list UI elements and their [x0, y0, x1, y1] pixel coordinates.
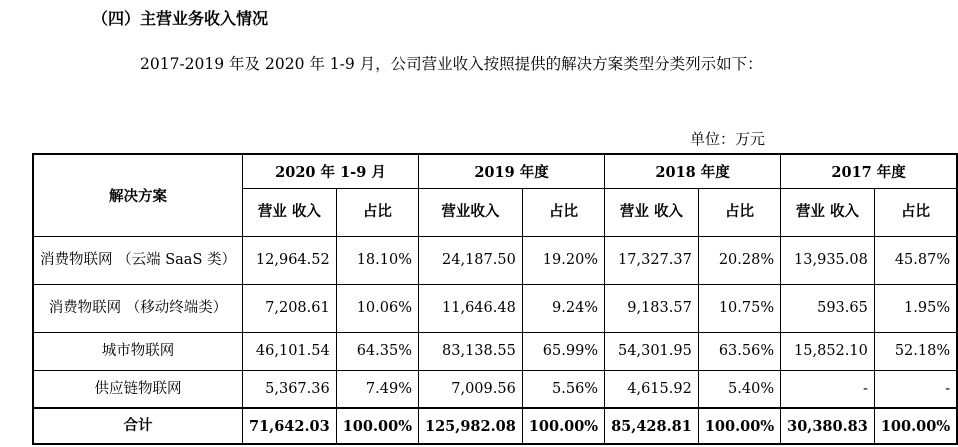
unit-label: 单位：万元: [690, 130, 766, 148]
table-row: [33, 236, 957, 284]
ratio-cell: 64.35%: [336, 332, 418, 370]
revenue-cell: 12,964.52: [242, 236, 336, 284]
revenue-cell: 54,301.95: [605, 332, 699, 370]
revenue-cell: 11,646.48: [419, 284, 523, 332]
total-revenue-cell: 125,982.08: [419, 408, 523, 444]
revenue-cell: 593.65: [781, 284, 875, 332]
sub-header: 占比: [698, 188, 780, 236]
period-header: 2020 年 1-9 月: [242, 154, 418, 188]
total-row: [33, 408, 957, 444]
solution-name: 消费物联网 （移动终端类）: [33, 284, 242, 332]
total-ratio-cell: 100.00%: [522, 408, 604, 444]
solution-name: 供应链物联网: [33, 370, 242, 408]
period-header: 2019 年度: [419, 154, 605, 188]
revenue-cell: 5,367.36: [242, 370, 336, 408]
revenue-cell: 24,187.50: [419, 236, 523, 284]
ratio-cell: 19.20%: [522, 236, 604, 284]
revenue-cell: 46,101.54: [242, 332, 336, 370]
ratio-cell: 1.95%: [874, 284, 957, 332]
total-ratio-cell: 100.00%: [874, 408, 957, 444]
sub-header: 占比: [336, 188, 418, 236]
table-row: [33, 370, 957, 408]
revenue-cell: 9,183.57: [605, 284, 699, 332]
total-label: 合计: [33, 408, 242, 444]
table-row: [33, 284, 957, 332]
sub-header: 营业 收入: [242, 188, 336, 236]
ratio-cell: 65.99%: [522, 332, 604, 370]
ratio-cell: 20.28%: [698, 236, 780, 284]
ratio-cell: 45.87%: [874, 236, 957, 284]
intro-paragraph: 2017-2019 年及 2020 年 1-9 月，公司营业收入按照提供的解决方案类型分类列示如下：: [140, 55, 763, 73]
total-revenue-cell: 30,380.83: [781, 408, 875, 444]
total-revenue-cell: 71,642.03: [242, 408, 336, 444]
ratio-cell: 5.56%: [522, 370, 604, 408]
ratio-cell: 7.49%: [336, 370, 418, 408]
sub-header: 营业 收入: [605, 188, 699, 236]
period-header: 2017 年度: [781, 154, 958, 188]
sub-header: 占比: [522, 188, 604, 236]
period-header-row: [33, 154, 957, 188]
revenue-cell: 7,208.61: [242, 284, 336, 332]
revenue-table: [32, 153, 958, 445]
period-header: 2018 年度: [605, 154, 781, 188]
revenue-cell: 17,327.37: [605, 236, 699, 284]
ratio-cell: 10.75%: [698, 284, 780, 332]
ratio-cell: 5.40%: [698, 370, 780, 408]
ratio-cell: 9.24%: [522, 284, 604, 332]
total-revenue-cell: 85,428.81: [605, 408, 699, 444]
sub-header: 营业 收入: [781, 188, 875, 236]
solution-name: 城市物联网: [33, 332, 242, 370]
solution-name: 消费物联网 （云端 SaaS 类）: [33, 236, 242, 284]
ratio-cell: 10.06%: [336, 284, 418, 332]
section-heading: （四）主营业务收入情况: [92, 9, 269, 28]
ratio-cell: 18.10%: [336, 236, 418, 284]
table-row: [33, 332, 957, 370]
ratio-cell: -: [874, 370, 957, 408]
total-ratio-cell: 100.00%: [336, 408, 418, 444]
sub-header: 占比: [874, 188, 957, 236]
revenue-cell: 13,935.08: [781, 236, 875, 284]
revenue-cell: 7,009.56: [419, 370, 523, 408]
revenue-cell: 83,138.55: [419, 332, 523, 370]
ratio-cell: 63.56%: [698, 332, 780, 370]
revenue-cell: 15,852.10: [781, 332, 875, 370]
revenue-cell: -: [781, 370, 875, 408]
sub-header: 营业收入: [419, 188, 523, 236]
solution-column-header: 解决方案: [33, 154, 242, 236]
revenue-cell: 4,615.92: [605, 370, 699, 408]
ratio-cell: 52.18%: [874, 332, 957, 370]
total-ratio-cell: 100.00%: [698, 408, 780, 444]
